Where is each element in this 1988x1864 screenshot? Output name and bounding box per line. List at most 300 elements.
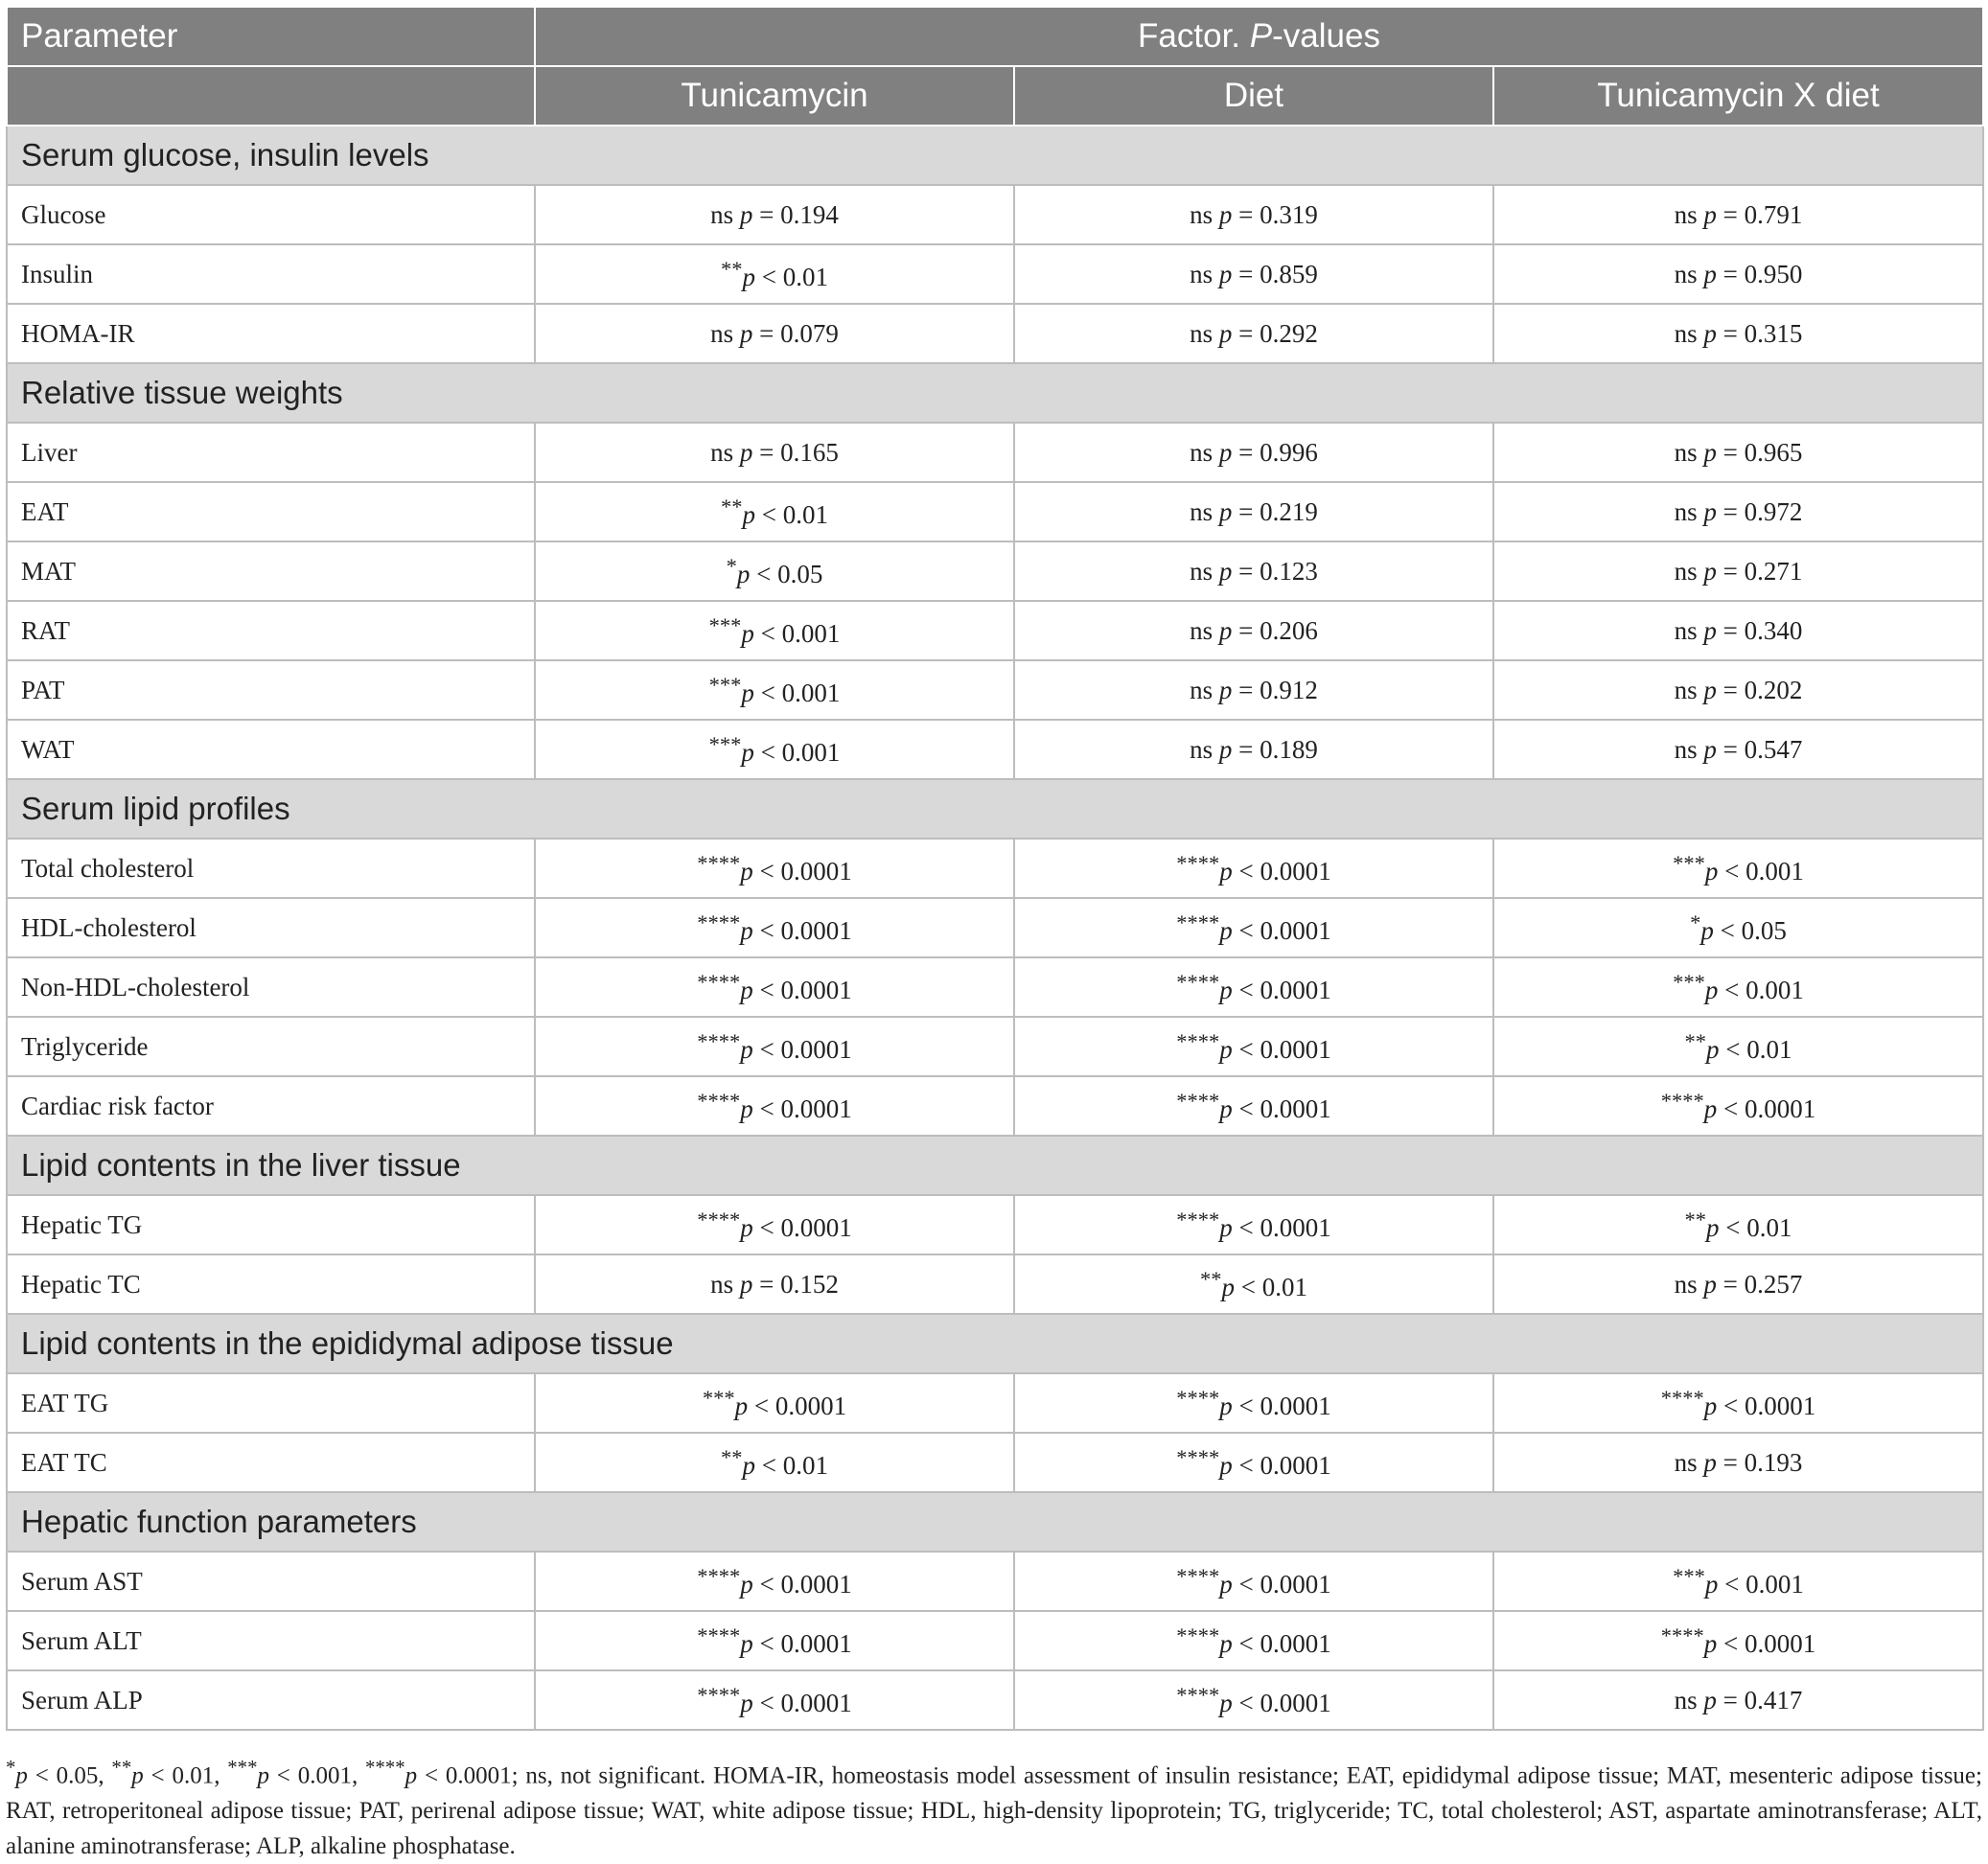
- p-symbol: p: [1703, 1685, 1717, 1714]
- factor-suffix: -values: [1272, 17, 1380, 55]
- p-value-text: < 0.0001: [752, 1212, 852, 1242]
- p-symbol: p: [1219, 1688, 1233, 1717]
- p-value-text: < 0.0001: [1232, 1034, 1331, 1064]
- footnote-segment: *: [6, 1756, 16, 1779]
- p-value-cell: [535, 304, 1014, 363]
- p-value-cell: [535, 1611, 1014, 1670]
- p-value-cell: [535, 957, 1014, 1017]
- p-value-text: < 0.0001: [752, 1034, 852, 1064]
- p-value-text: = 0.165: [752, 437, 839, 467]
- table-row: [7, 660, 1983, 720]
- p-symbol: p: [739, 1269, 753, 1299]
- p-value-cell: [1493, 1373, 1983, 1433]
- significance-stars: ****: [1176, 1207, 1220, 1231]
- footnote-segment: < 0.0001; ns, not significant. HOMA-IR, homeostasis model assessment of insulin resistance; EAT, epididymal adipose tissue; MAT, mesenteric adipose tissue; RAT, retroperitoneal adipose tissue; PAT, perirenal adipose tissue; WAT, white adipose tissue; HDL, high-density lipoprotein; TG, triglyceride; TC, total cholesterol; AST, aspartate aminotransferase; ALT, alanine aminotransferase; ALP, alkaline phosphatase.: [6, 1762, 1982, 1860]
- significance-stars: ***: [702, 1385, 735, 1410]
- ns-label: ns: [1674, 318, 1698, 348]
- table-row: [7, 1076, 1983, 1136]
- table-row: [7, 185, 1983, 244]
- p-symbol: p: [740, 1628, 753, 1658]
- p-value-cell: [1014, 898, 1493, 957]
- ns-label: ns: [1190, 734, 1214, 764]
- p-value-cell: [1493, 1076, 1983, 1136]
- p-value-text: < 0.0001: [752, 1093, 852, 1123]
- header-row-2: [7, 66, 1983, 126]
- ns-label: ns: [710, 1269, 734, 1299]
- footnote-segment: < 0.01,: [143, 1762, 228, 1789]
- p-value-cell: [535, 898, 1014, 957]
- significance-stars: ***: [1673, 850, 1705, 875]
- p-value-cell: [1014, 1195, 1493, 1254]
- row-label: Hepatic TC: [7, 1254, 535, 1314]
- p-value-cell: [1014, 1433, 1493, 1492]
- p-value-text: = 0.271: [1716, 556, 1803, 586]
- p-value-cell: [1014, 1670, 1493, 1730]
- significance-stars: ***: [708, 731, 742, 756]
- p-symbol: p: [740, 915, 753, 945]
- ns-label: ns: [1190, 675, 1214, 704]
- significance-stars: ****: [1660, 1622, 1704, 1647]
- p-value-cell: [535, 185, 1014, 244]
- p-value-text: = 0.996: [1232, 437, 1318, 467]
- p-value-cell: [1493, 957, 1983, 1017]
- row-label: RAT: [7, 601, 535, 660]
- significance-stars: ****: [1176, 1563, 1220, 1588]
- significance-stars: ****: [697, 850, 741, 875]
- ns-label: ns: [1190, 259, 1214, 288]
- table-row: [7, 1195, 1983, 1254]
- section-title: Lipid contents in the liver tissue: [7, 1136, 1983, 1195]
- p-value-text: = 0.206: [1232, 615, 1318, 645]
- p-value-cell: [1493, 1552, 1983, 1611]
- p-value-text: < 0.001: [1718, 975, 1804, 1004]
- p-value-cell: [1493, 304, 1983, 363]
- p-value-text: = 0.950: [1716, 259, 1803, 288]
- significance-stars: *: [1690, 909, 1701, 934]
- ns-label: ns: [710, 437, 734, 467]
- p-symbol: p: [1706, 1212, 1720, 1242]
- p-value-text: < 0.01: [1235, 1272, 1307, 1301]
- p-value-text: < 0.05: [750, 559, 823, 588]
- table-row: [7, 601, 1983, 660]
- ns-label: ns: [1674, 556, 1698, 586]
- row-label: Glucose: [7, 185, 535, 244]
- p-value-cell: [1014, 660, 1493, 720]
- significance-stars: **: [1200, 1266, 1222, 1291]
- p-value-text: < 0.001: [1718, 1569, 1804, 1599]
- significance-stars: ***: [1673, 969, 1705, 994]
- p-symbol: p: [1703, 318, 1717, 348]
- significance-stars: ****: [1176, 1682, 1220, 1707]
- significance-stars: ***: [1673, 1563, 1705, 1588]
- row-label: EAT: [7, 482, 535, 541]
- ns-label: ns: [1190, 318, 1214, 348]
- row-label: Hepatic TG: [7, 1195, 535, 1254]
- p-value-cell: [535, 1670, 1014, 1730]
- p-value-text: < 0.001: [753, 737, 841, 767]
- p-value-cell: [1493, 898, 1983, 957]
- p-symbol: p: [740, 1688, 753, 1717]
- factor-p: P: [1249, 17, 1273, 55]
- p-value-text: < 0.0001: [752, 1628, 852, 1658]
- p-value-text: = 0.912: [1232, 675, 1318, 704]
- p-symbol: p: [740, 1212, 753, 1242]
- p-value-cell: [1014, 1017, 1493, 1076]
- p-value-text: < 0.0001: [748, 1391, 847, 1420]
- p-value-cell: [1493, 839, 1983, 898]
- p-value-text: < 0.001: [753, 618, 841, 648]
- p-symbol: p: [1703, 615, 1717, 645]
- p-symbol: p: [1703, 1093, 1718, 1123]
- row-label: Non-HDL-cholesterol: [7, 957, 535, 1017]
- p-symbol: p: [742, 1450, 755, 1480]
- p-value-cell: [535, 423, 1014, 482]
- p-symbol: p: [1700, 915, 1714, 945]
- p-value-cell: [1014, 1373, 1493, 1433]
- p-symbol: p: [1218, 318, 1233, 348]
- table-row: [7, 1017, 1983, 1076]
- p-value-text: < 0.0001: [1232, 915, 1331, 945]
- p-value-text: < 0.0001: [1717, 1628, 1816, 1658]
- p-symbol: p: [1219, 975, 1233, 1004]
- p-value-text: < 0.01: [755, 262, 828, 291]
- p-value-cell: [535, 1076, 1014, 1136]
- p-value-cell: [1493, 1195, 1983, 1254]
- table-body: [7, 126, 1983, 1730]
- p-value-text: = 0.194: [752, 199, 839, 229]
- p-symbol: p: [1218, 556, 1233, 586]
- p-value-text: < 0.0001: [1232, 856, 1331, 886]
- section-row: [7, 1492, 1983, 1552]
- p-value-text: < 0.0001: [1232, 1628, 1331, 1658]
- p-value-text: < 0.0001: [752, 856, 852, 886]
- p-value-cell: [1493, 185, 1983, 244]
- ns-label: ns: [1674, 1447, 1698, 1477]
- p-symbol: p: [1218, 496, 1233, 526]
- table-row: [7, 423, 1983, 482]
- p-symbol: p: [1218, 259, 1233, 288]
- p-symbol: p: [1218, 615, 1233, 645]
- p-value-cell: [535, 1433, 1014, 1492]
- p-symbol: p: [740, 1569, 753, 1599]
- row-label: MAT: [7, 541, 535, 601]
- p-value-cell: [1493, 660, 1983, 720]
- p-value-cell: [535, 1017, 1014, 1076]
- p-symbol: p: [1703, 259, 1717, 288]
- p-value-cell: [535, 244, 1014, 304]
- table-row: [7, 839, 1983, 898]
- significance-stars: ****: [1176, 1028, 1220, 1053]
- p-value-text: = 0.340: [1716, 615, 1803, 645]
- col-header-interaction: Tunicamycin X diet: [1493, 66, 1983, 126]
- ns-label: ns: [1674, 734, 1698, 764]
- significance-stars: ***: [708, 672, 742, 697]
- p-value-cell: [1014, 1076, 1493, 1136]
- p-symbol: p: [734, 1391, 749, 1420]
- table-row: [7, 1433, 1983, 1492]
- p-symbol: p: [1704, 1569, 1719, 1599]
- p-symbol: p: [739, 318, 753, 348]
- p-value-text: = 0.193: [1716, 1447, 1803, 1477]
- row-label: Total cholesterol: [7, 839, 535, 898]
- p-value-text: = 0.319: [1232, 199, 1318, 229]
- p-value-text: < 0.0001: [1717, 1391, 1816, 1420]
- p-value-text: < 0.0001: [1232, 1688, 1331, 1717]
- significance-stars: *: [726, 553, 737, 578]
- p-symbol: p: [741, 618, 754, 648]
- footnote-segment: **: [111, 1756, 132, 1779]
- footnote-segment: p: [257, 1762, 269, 1789]
- footnote-segment: ***: [227, 1756, 258, 1779]
- p-value-text: = 0.257: [1716, 1269, 1803, 1299]
- footnote-segment: p: [15, 1762, 28, 1789]
- p-value-text: = 0.547: [1716, 734, 1803, 764]
- p-symbol: p: [740, 856, 753, 886]
- table-row: [7, 1254, 1983, 1314]
- significance-stars: ****: [1176, 969, 1220, 994]
- table-row: [7, 1611, 1983, 1670]
- p-value-text: = 0.315: [1716, 318, 1803, 348]
- significance-stars: ****: [697, 909, 741, 934]
- p-value-cell: [535, 1552, 1014, 1611]
- ns-label: ns: [1674, 199, 1698, 229]
- factor-prefix: Factor.: [1138, 17, 1250, 55]
- blank-header-cell: [7, 66, 535, 126]
- p-value-cell: [1014, 423, 1493, 482]
- table-row: [7, 1552, 1983, 1611]
- col-header-diet: Diet: [1014, 66, 1493, 126]
- table-row: [7, 482, 1983, 541]
- p-symbol: p: [740, 975, 753, 1004]
- p-value-text: < 0.0001: [1232, 1450, 1331, 1480]
- p-value-text: = 0.219: [1232, 496, 1318, 526]
- p-value-cell: [535, 482, 1014, 541]
- p-value-text: < 0.0001: [752, 1569, 852, 1599]
- p-values-table: [6, 6, 1984, 1731]
- significance-stars: ****: [1176, 1444, 1220, 1469]
- row-label: Serum ALT: [7, 1611, 535, 1670]
- section-row: [7, 779, 1983, 839]
- p-value-text: < 0.0001: [1232, 1569, 1331, 1599]
- p-symbol: p: [1703, 199, 1717, 229]
- p-value-text: = 0.859: [1232, 259, 1318, 288]
- section-title: Relative tissue weights: [7, 363, 1983, 423]
- p-symbol: p: [1703, 675, 1717, 704]
- p-value-cell: [1493, 601, 1983, 660]
- p-value-cell: [535, 1373, 1014, 1433]
- significance-stars: ****: [1176, 1385, 1220, 1410]
- ns-label: ns: [710, 318, 734, 348]
- p-value-cell: [1014, 1254, 1493, 1314]
- p-value-text: < 0.01: [1719, 1034, 1792, 1064]
- p-symbol: p: [1703, 1447, 1717, 1477]
- p-value-cell: [1014, 304, 1493, 363]
- significance-stars: ****: [697, 1088, 741, 1113]
- significance-stars: ****: [1176, 850, 1220, 875]
- row-label: Serum AST: [7, 1552, 535, 1611]
- p-symbol: p: [1219, 1391, 1233, 1420]
- significance-stars: ****: [697, 1622, 741, 1647]
- ns-label: ns: [1190, 496, 1214, 526]
- section-title: Serum glucose, insulin levels: [7, 126, 1983, 185]
- ns-label: ns: [1674, 675, 1698, 704]
- p-value-cell: [1014, 1611, 1493, 1670]
- row-label: EAT TG: [7, 1373, 535, 1433]
- p-symbol: p: [1219, 1212, 1233, 1242]
- p-value-text: = 0.417: [1716, 1685, 1803, 1714]
- p-symbol: p: [1219, 1569, 1233, 1599]
- p-symbol: p: [1218, 734, 1233, 764]
- significance-stars: ****: [1176, 909, 1220, 934]
- p-symbol: p: [1703, 556, 1717, 586]
- p-symbol: p: [742, 262, 755, 291]
- p-value-cell: [1014, 601, 1493, 660]
- significance-stars: **: [721, 1444, 743, 1469]
- p-value-text: < 0.0001: [1232, 1093, 1331, 1123]
- p-value-text: < 0.05: [1713, 915, 1787, 945]
- p-symbol: p: [740, 1034, 753, 1064]
- p-value-text: < 0.0001: [1717, 1093, 1816, 1123]
- p-value-cell: [1014, 482, 1493, 541]
- p-value-text: < 0.0001: [752, 915, 852, 945]
- p-value-cell: [535, 720, 1014, 779]
- p-value-cell: [1493, 720, 1983, 779]
- p-value-text: = 0.152: [752, 1269, 839, 1299]
- ns-label: ns: [1674, 615, 1698, 645]
- ns-label: ns: [710, 199, 734, 229]
- footnote-segment: p: [131, 1762, 144, 1789]
- significance-stars: **: [1684, 1028, 1706, 1053]
- p-value-cell: [1493, 482, 1983, 541]
- p-value-cell: [1014, 185, 1493, 244]
- p-symbol: p: [1219, 856, 1233, 886]
- ns-label: ns: [1190, 615, 1214, 645]
- p-value-text: = 0.292: [1232, 318, 1318, 348]
- p-value-text: = 0.972: [1716, 496, 1803, 526]
- ns-label: ns: [1674, 1269, 1698, 1299]
- p-symbol: p: [739, 199, 753, 229]
- p-symbol: p: [742, 499, 755, 529]
- p-value-text: < 0.0001: [1232, 1212, 1331, 1242]
- row-label: EAT TC: [7, 1433, 535, 1492]
- row-label: Cardiac risk factor: [7, 1076, 535, 1136]
- p-value-cell: [1014, 720, 1493, 779]
- p-value-text: < 0.001: [753, 678, 841, 707]
- row-label: WAT: [7, 720, 535, 779]
- p-value-cell: [1493, 541, 1983, 601]
- ns-label: ns: [1190, 199, 1214, 229]
- p-value-text: = 0.791: [1716, 199, 1803, 229]
- p-value-text: < 0.01: [755, 499, 828, 529]
- p-symbol: p: [1704, 856, 1719, 886]
- section-row: [7, 1314, 1983, 1373]
- header-row-1: [7, 7, 1983, 66]
- p-symbol: p: [739, 437, 753, 467]
- ns-label: ns: [1190, 556, 1214, 586]
- ns-label: ns: [1674, 437, 1698, 467]
- p-value-cell: [535, 601, 1014, 660]
- p-symbol: p: [741, 737, 754, 767]
- table-row: [7, 720, 1983, 779]
- p-value-cell: [1493, 1017, 1983, 1076]
- significance-stars: ****: [697, 1682, 741, 1707]
- significance-stars: ****: [1176, 1088, 1220, 1113]
- p-value-cell: [535, 839, 1014, 898]
- p-value-cell: [1014, 541, 1493, 601]
- row-label: Insulin: [7, 244, 535, 304]
- p-value-text: < 0.001: [1718, 856, 1804, 886]
- p-symbol: p: [1703, 496, 1717, 526]
- p-symbol: p: [1706, 1034, 1720, 1064]
- p-value-text: < 0.0001: [752, 975, 852, 1004]
- significance-stars: ****: [697, 969, 741, 994]
- p-value-text: = 0.123: [1232, 556, 1318, 586]
- section-title: Serum lipid profiles: [7, 779, 1983, 839]
- table-row: [7, 957, 1983, 1017]
- table-footnote: [6, 1750, 1982, 1864]
- footnote-segment: p: [405, 1762, 418, 1789]
- factor-p-values-header: [535, 7, 1983, 66]
- significance-stars: ****: [1660, 1088, 1704, 1113]
- table-row: [7, 304, 1983, 363]
- p-symbol: p: [1703, 1628, 1718, 1658]
- significance-stars: **: [721, 494, 743, 518]
- section-row: [7, 363, 1983, 423]
- p-symbol: p: [1219, 1450, 1233, 1480]
- p-symbol: p: [1218, 675, 1233, 704]
- p-value-cell: [1493, 1670, 1983, 1730]
- p-value-cell: [1014, 957, 1493, 1017]
- row-label: PAT: [7, 660, 535, 720]
- p-symbol: p: [1219, 1034, 1233, 1064]
- p-symbol: p: [1219, 1093, 1233, 1123]
- p-symbol: p: [741, 678, 754, 707]
- ns-label: ns: [1674, 496, 1698, 526]
- p-value-cell: [1493, 1254, 1983, 1314]
- ns-label: ns: [1674, 259, 1698, 288]
- parameter-header: Parameter: [7, 7, 535, 66]
- p-value-cell: [535, 1195, 1014, 1254]
- section-row: [7, 126, 1983, 185]
- p-symbol: p: [1704, 975, 1719, 1004]
- p-value-cell: [535, 1254, 1014, 1314]
- table-row: [7, 244, 1983, 304]
- row-label: Triglyceride: [7, 1017, 535, 1076]
- footnote-segment: ****: [365, 1756, 405, 1779]
- section-title: Hepatic function parameters: [7, 1492, 1983, 1552]
- table-row: [7, 898, 1983, 957]
- p-value-text: = 0.079: [752, 318, 839, 348]
- p-value-cell: [1493, 423, 1983, 482]
- section-row: [7, 1136, 1983, 1195]
- p-value-text: < 0.0001: [1232, 1391, 1331, 1420]
- p-value-text: < 0.01: [755, 1450, 828, 1480]
- section-title: Lipid contents in the epididymal adipose tissue: [7, 1314, 1983, 1373]
- p-value-cell: [1493, 1611, 1983, 1670]
- table-row: [7, 1373, 1983, 1433]
- significance-stars: **: [721, 256, 743, 281]
- p-value-text: < 0.0001: [1232, 975, 1331, 1004]
- p-value-text: = 0.965: [1716, 437, 1803, 467]
- table-row: [7, 1670, 1983, 1730]
- footnote-segment: < 0.05,: [27, 1762, 112, 1789]
- p-symbol: p: [1218, 199, 1233, 229]
- p-value-cell: [1493, 1433, 1983, 1492]
- p-value-cell: [535, 541, 1014, 601]
- p-symbol: p: [1703, 734, 1717, 764]
- p-symbol: p: [1221, 1272, 1235, 1301]
- p-value-cell: [1493, 244, 1983, 304]
